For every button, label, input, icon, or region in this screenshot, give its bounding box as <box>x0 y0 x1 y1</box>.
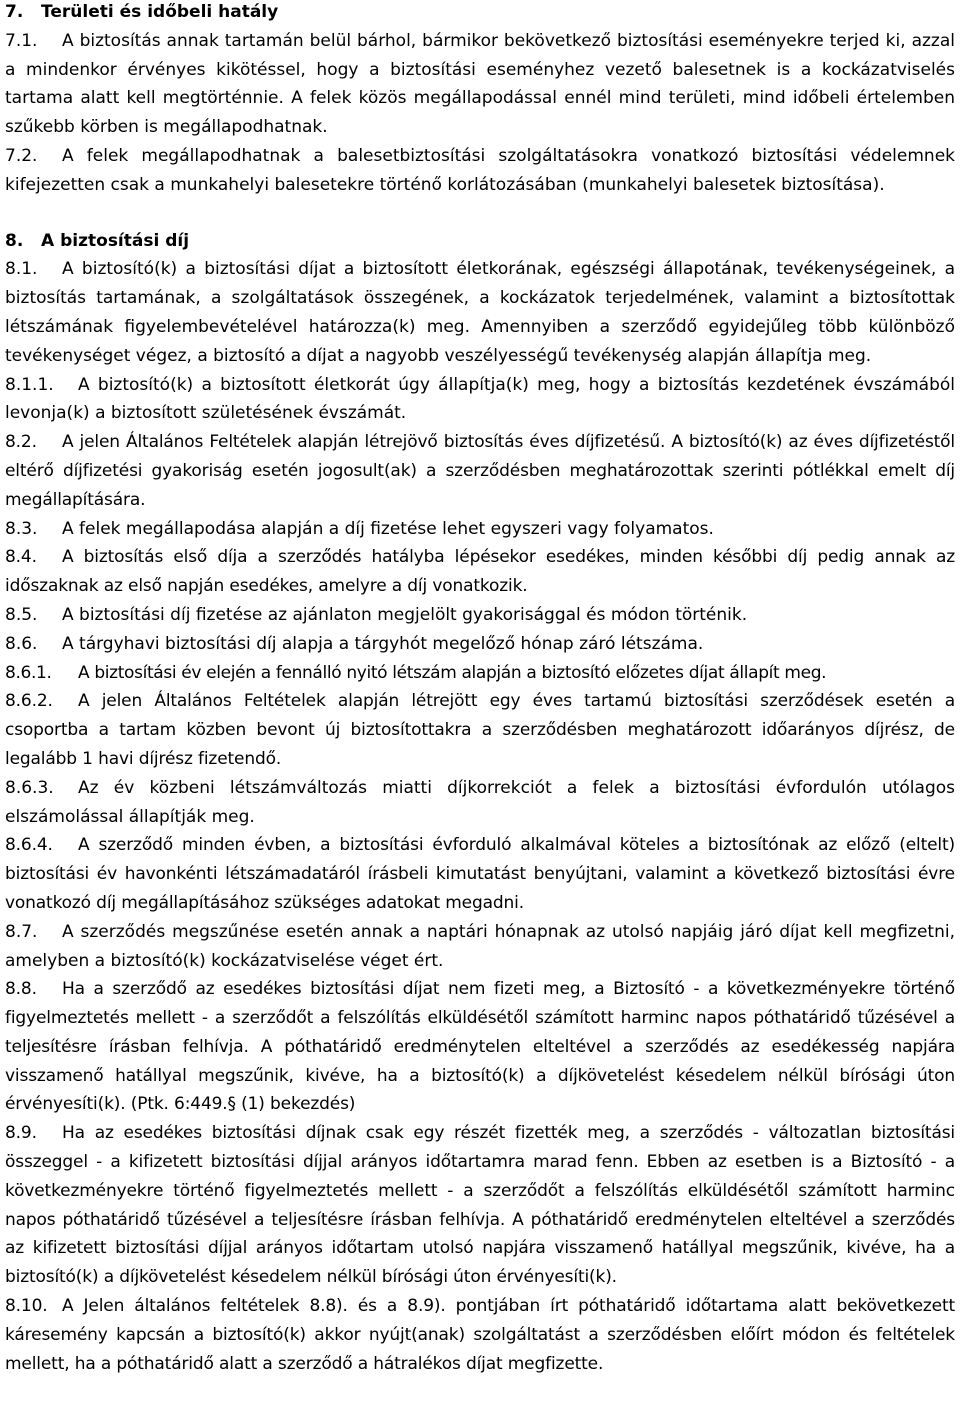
paragraph-number: 8.5. <box>5 604 38 625</box>
paragraph-number: 7.2. <box>5 145 38 166</box>
paragraph-8-6 <box>5 630 955 659</box>
paragraph-number: 8.1.1. <box>5 374 54 395</box>
paragraph-number: 8.10. <box>5 1296 48 1317</box>
paragraph-text: A biztosító(k) a biztosított életkorát úgy állapítja(k) meg, hogy a biztosítás kezdetének évszámából levonja(k) a biztosított születésének évszámát. <box>5 374 955 424</box>
paragraph-7-1 <box>5 27 955 142</box>
paragraph-text: A Jelen általános feltételek 8.8). és a 8.9). pontjában írt póthatáridő időtartama alatt bekövetkezett káresemény kapcsán a biztosító(k) akkor nyújt(anak) szolgáltatást a szerződésben előírt módon és feltételek mellett, ha a póthatáridő alatt a szerződő a hátralékos díjat megfizette. <box>5 1296 955 1374</box>
paragraph-number: 8.9. <box>5 1123 37 1144</box>
paragraph-8-1 <box>5 255 955 370</box>
paragraph-text: A szerződés megszűnése esetén annak a naptári hónapnak az utolsó napjáig járó díjat kell megfizetni, amelyben a biztosító(k) kockázatviselése véget ért. <box>5 921 955 971</box>
paragraph-number: 8.1. <box>5 259 38 280</box>
paragraph-number: 8.6.4. <box>5 835 53 856</box>
paragraph-8-6-1 <box>5 659 955 688</box>
section-8-heading: 8. A biztosítási díj <box>5 230 190 251</box>
paragraph-number: 8.8. <box>5 979 37 1000</box>
paragraph-text: A szerződő minden évben, a biztosítási évforduló alkalmával köteles a biztosítónak az előző (eltelt) biztosítási év havonkénti létszámadatáról írásbeli kimutatást benyújtani, valamint a következő biztosítási évre vonatkozó díj megállapításához szükséges adatokat megadni. <box>5 835 955 913</box>
paragraph-text: A biztosítás annak tartamán belül bárhol, bármikor bekövetkező biztosítási eseményekre terjed ki, azzal a mindenkor érvényes kikötéssel, hogy a biztosítási eseményhez vezető balesetnek is a kockázatviselés tartama alatt kell megtörténnie. A felek közös megállapodással ennél mind területi, mind időbeli értelemben szűkebb körben is megállapodhatnak. <box>5 30 955 138</box>
paragraph-8-6-2 <box>5 687 955 773</box>
paragraph-number: 8.4. <box>5 547 37 568</box>
paragraph-text: Ha a szerződő az esedékes biztosítási díjat nem fizeti meg, a Biztosító - a következményekre történő figyelmeztetés mellett - a szerződőt a felszólítás elküldésétől számított harminc napos póthatáridő tűzésével a teljesítésre írásban felhívja. A póthatáridő eredménytelen elteltével a szerződés az esedékesség napjára visszamenő hatállyal megszűnik, kivéve, ha a biztosító(k) a díjkövetelést késedelem nélkül bírósági úton érvényesíti(k). (Ptk. 6:449.§ (1) bekezdés) <box>5 979 955 1115</box>
paragraph-8-9 <box>5 1119 955 1292</box>
paragraph-8-5 <box>5 601 955 630</box>
paragraph-number: 8.6. <box>5 633 38 654</box>
paragraph-8-8 <box>5 975 955 1119</box>
paragraph-8-2 <box>5 428 955 514</box>
paragraph-text: A felek megállapodhatnak a balesetbiztosítási szolgáltatásokra vonatkozó biztosítási védelemnek kifejezetten csak a munkahelyi balesetekre történő korlátozásában (munkahelyi balesetek biztosítása). <box>5 145 955 195</box>
paragraph-text: A biztosító(k) a biztosítási díjat a biztosított életkorának, egészségi állapotának, tevékenységeinek, a biztosítás tartamának, a szolgáltatások összegének, a kockázatok terjedelmének, valamint a biztosítottak létszámának figyelembevételével határozza(k) meg. Amennyiben a szerződő egyidejűleg több különböző tevékenységet végez, a biztosító a díjat a nagyobb veszélyességű tevékenység alapján állapítja meg. <box>5 259 955 366</box>
paragraph-text: A jelen Általános Feltételek alapján létrejövő biztosítás éves díjfizetésű. A biztosító(k) az éves díjfizetéstől eltérő díjfizetési gyakoriság esetén jogosult(ak) a szerződésben meghatározottak szerinti pótlékkal emelt díj megállapítására. <box>5 432 955 510</box>
paragraph-8-3 <box>5 515 955 544</box>
paragraph-8-4 <box>5 543 955 601</box>
paragraph-number: 8.6.2. <box>5 691 53 712</box>
paragraph-text: Ha az esedékes biztosítási díjnak csak egy részét fizették meg, a szerződés - változatlan biztosítási összeggel - a kifizetett biztosítási díjjal arányos időtartamra marad fenn. Ebben az esetben is a Biztosító - a következményekre történő figyelmeztetés mellett - a szerződőt a felszólítás elküldésétől számított harminc napos póthatáridő tűzésével a teljesítésre írásban felhívja. A póthatáridő eredménytelen elteltével a szerződés az kifizetett biztosítási díjjal arányos időtartam utolsó napjára visszamenő hatállyal megszűnik, kivéve, ha a biztosító(k) a díjkövetelést késedelem nélkül bírósági úton érvényesíti(k). <box>5 1123 955 1288</box>
paragraph-text: A biztosítás első díja a szerződés hatályba lépésekor esedékes, minden későbbi díj pedig annak az időszaknak az első napján esedékes, amelyre a díj vonatkozik. <box>5 547 955 597</box>
paragraph-number: 8.2. <box>5 432 37 453</box>
paragraph-8-6-4 <box>5 831 955 917</box>
paragraph-7-2 <box>5 142 955 200</box>
paragraph-text: A jelen Általános Feltételek alapján létrejött egy éves tartamú biztosítási szerződések esetén a csoportba a tartam közben bevont új biztosítottakra a szerződésben meghatározott időarányos díjrész, de legalább 1 havi díjrész fizetendő. <box>5 691 955 769</box>
paragraph-text: A tárgyhavi biztosítási díj alapja a tárgyhót megelőző hónap záró létszáma. <box>62 633 704 654</box>
paragraph-number: 8.6.1. <box>5 662 52 683</box>
paragraph-number: 7.1. <box>5 30 38 51</box>
paragraph-8-1-1 <box>5 371 955 429</box>
paragraph-8-10 <box>5 1292 955 1378</box>
paragraph-8-7 <box>5 918 955 976</box>
paragraph-text: A felek megállapodása alapján a díj fizetése lehet egyszeri vagy folyamatos. <box>62 518 714 539</box>
paragraph-number: 8.7. <box>5 921 38 942</box>
paragraph-text: A biztosítási díj fizetése az ajánlaton megjelölt gyakorisággal és módon történik. <box>62 604 748 625</box>
paragraph-text: A biztosítási év elején a fennálló nyitó létszám alapján a biztosító előzetes díjat állapít meg. <box>78 662 827 683</box>
section-7-heading: 7. Területi és időbeli hatály <box>5 2 279 22</box>
paragraph-number: 8.3. <box>5 518 38 539</box>
paragraph-8-6-3 <box>5 774 955 832</box>
paragraph-text: Az év közbeni létszámváltozás miatti díjkorrekciót a felek a biztosítási évfordulón utólagos elszámolással állapítják meg. <box>5 777 955 827</box>
paragraph-number: 8.6.3. <box>5 777 54 798</box>
document-page <box>5 0 955 1378</box>
